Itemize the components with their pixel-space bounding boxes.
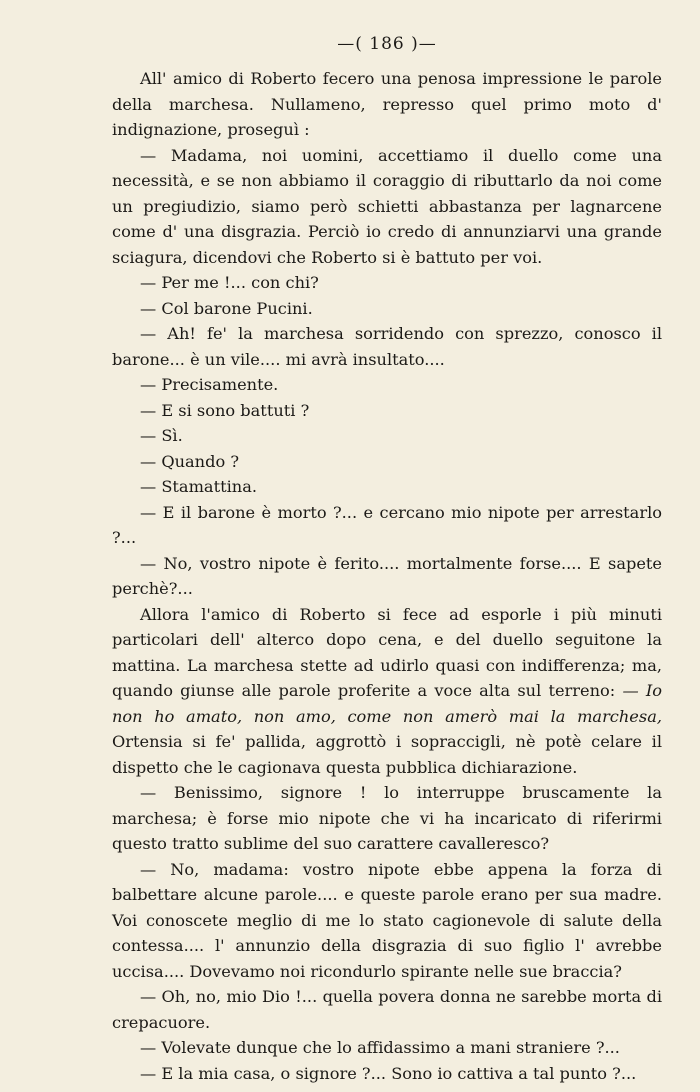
dialogue-line: — Stamattina. — [140, 477, 257, 496]
dialogue-line: — E la mia casa, o signore ?... Sono io cattiva a tal punto ?... — [140, 1063, 637, 1083]
dialogue-line: — Volevate dunque che lo affidassimo a mani straniere ?... — [140, 1038, 620, 1057]
dialogue-line: — E si sono battuti ? — [140, 400, 310, 420]
dialogue-line: — Quando ? — [140, 451, 240, 471]
dialogue-line: — Sì. — [140, 426, 183, 445]
dialogue-line: — Per me !... con chi? — [140, 273, 319, 292]
dialogue-line: — Ah! fe' la marchesa sorridendo con sprezzo, conosco il barone... è un vile.... mi avrà insultato.... — [112, 324, 662, 369]
dialogue-line: — Precisamente. — [140, 375, 279, 394]
paragraph-text: Ortensia si fe' pallida, aggrottò i sopraccigli, nè potè celare il dispetto che le cagionava questa pubblica dichiarazione. — [112, 732, 662, 777]
dialogue-line: — Benissimo, signore ! lo interruppe bruscamente la marchesa; è forse mio nipote che vi ha incaricato di riferirmi questo tratto sublime del suo carattere cavalleresco? — [112, 783, 662, 853]
dialogue-line: — Madama, noi uomini, accettiamo il duello come una necessità, e se non abbiamo il coraggio di ributtarlo da noi come un pregiudizio, siamo però schietti abbastanza per lagnarcene come d' una disgrazia. Perciò io credo di annunziarvi una grande sciagura, dicendovi che Roberto si è battuto per voi. — [112, 145, 662, 267]
dialogue-line: — No, vostro nipote è ferito.... mortalmente forse.... E sapete perchè?... — [112, 553, 662, 598]
page-text — [112, 66, 662, 1086]
paragraph-text: Allora l'amico di Roberto si fece ad esporle i più minuti particolari dell' alterco dopo cena, e del duello seguitone la mattina. La marchesa stette ad udirlo quasi con indifferenza; ma, quando giunse alle parole proferite a voce alta sul terreno: — [112, 604, 662, 700]
dialogue-line: — Col barone Pucini. — [140, 298, 313, 318]
dialogue-line: — Oh, no, mio Dio !... quella povera donna ne sarebbe morta di crepacuore. — [112, 987, 662, 1032]
dialogue-line: — E il barone è morto ?... e cercano mio nipote per arrestarlo ?... — [112, 502, 662, 547]
italic-quote: — Io non ho amato, non amo, come non amerò mai la marchesa, — [112, 681, 662, 726]
page-header: —( 186 )— — [337, 34, 437, 54]
dialogue-line: — No, madama: vostro nipote ebbe appena la forza di balbettare alcune parole.... e queste parole erano per sua madre. Voi conoscete meglio di me lo stato cagionevole di salute della contessa.... l' annunzio della disgrazia di suo figlio l' avrebbe uccisa.... Dovevamo noi ricondurlo spirante nelle sue braccia? — [112, 859, 662, 981]
paragraph — [112, 602, 662, 781]
paragraph: All' amico di Roberto fecero una penosa impressione le parole della marchesa. Nullameno, represso quel primo moto d' indignazione, proseguì : — [112, 69, 662, 139]
